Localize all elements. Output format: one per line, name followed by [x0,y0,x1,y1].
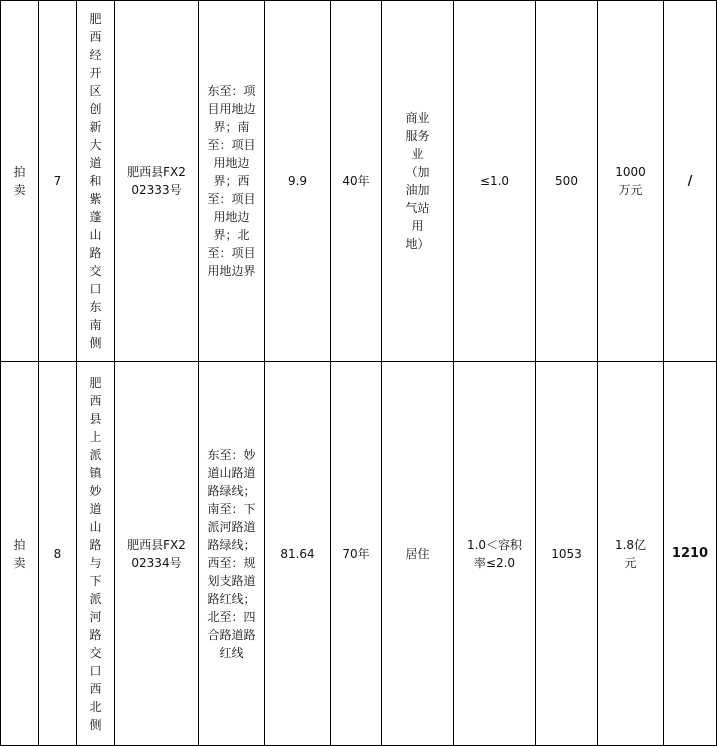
serial-number: 8 [53,546,62,561]
serial-number-cell [39,362,77,746]
starting-price: 1053 [551,546,582,561]
area-cell [265,1,331,362]
plot-code-cell [115,362,199,746]
price-cell [536,1,598,362]
transfer-method-cell [1,362,39,746]
floor-area-ratio: ≤1.0 [479,174,510,188]
serial-number-cell [39,1,77,362]
far-cell [454,362,536,746]
plot-boundary: 东至：妙道山路道路绿线；南至：下派河路道路绿线；西至：规划支路道路红线；北至：四合路道路红线 [207,447,256,660]
transfer-method-cell [1,1,39,362]
deposit: 1000万元 [615,165,646,197]
location-cell [77,362,115,746]
usage-cell [382,362,454,746]
plot-area: 81.64 [280,546,315,561]
location-cell [77,1,115,362]
serial-number: 7 [53,174,62,188]
term-cell [331,1,382,362]
plot-boundary: 东至：项目用地边界；南至：项目用地边界；西至：项目用地边界；北至：项目用地边界 [207,84,256,278]
starting-price: 500 [555,174,578,188]
far-cell [454,1,536,362]
boundary-cell [199,362,265,746]
extra-value: / [687,173,693,189]
extra-value: 1210 [671,546,709,561]
extra-cell [664,362,717,746]
use-term: 40年 [342,174,370,188]
land-location: 肥西经开区创新大道和紫蓬山路交口东南侧 [89,12,102,350]
plot-code: 肥西县FX202334号 [127,537,186,570]
usage-cell [382,1,454,362]
deposit-cell [598,1,664,362]
land-location: 肥西县上派镇妙道山路与下派河路交口西北侧 [89,375,102,732]
table-row [1,362,717,746]
term-cell [331,362,382,746]
land-usage: 商业服务业（加油加气站用地） [405,111,430,251]
plot-code-cell [115,1,199,362]
plot-code: 肥西县FX202333号 [127,165,186,197]
deposit-cell [598,362,664,746]
boundary-cell [199,1,265,362]
table-row [1,1,717,362]
extra-cell [664,1,717,362]
deposit: 1.8亿元 [614,537,647,570]
land-usage: 居住 [405,546,430,561]
transfer-method: 拍卖 [13,165,26,197]
price-cell [536,362,598,746]
use-term: 70年 [342,546,370,561]
area-cell [265,362,331,746]
transfer-method: 拍卖 [13,537,26,570]
plot-area: 9.9 [287,174,308,188]
floor-area-ratio: 1.0＜容积率≤2.0 [466,537,523,570]
